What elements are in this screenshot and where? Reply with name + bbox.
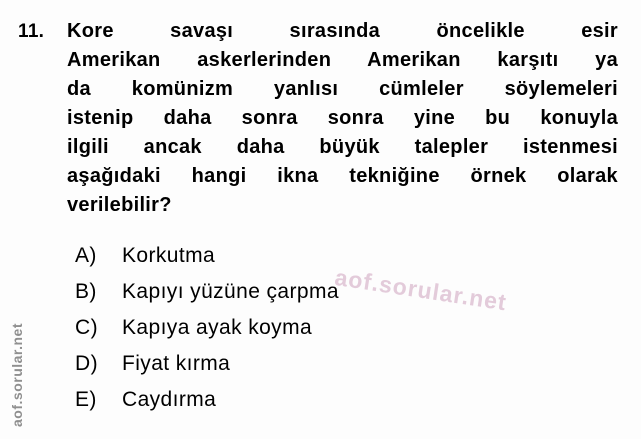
option-e-letter: E)	[75, 388, 97, 411]
question-text-line: Amerikan askerlerinden Amerikan karşıtı ya	[67, 49, 618, 71]
option-b-letter: B)	[75, 280, 97, 303]
option-d-letter: D)	[75, 352, 98, 375]
option-e-text: Caydırma	[122, 388, 217, 411]
option-e	[75, 382, 555, 418]
question-text-line: verilebilir?	[67, 194, 172, 216]
question-text-line: ilgili ancak daha büyük talepler istenmesi	[67, 136, 618, 158]
question-text	[67, 17, 618, 220]
watermark-vertical: aof.sorular.net	[9, 323, 25, 427]
question-text-line: aşağıdaki hangi ikna tekniğine örnek olarak	[67, 165, 618, 187]
option-c	[75, 310, 555, 346]
option-d	[75, 346, 555, 382]
option-a-text: Korkutma	[122, 244, 216, 267]
option-c-letter: C)	[75, 316, 98, 339]
option-b	[75, 274, 555, 310]
question-text-line: da komünizm yanlısı cümleler söylemeleri	[67, 78, 618, 100]
option-a-letter: A)	[75, 244, 97, 267]
option-c-text: Kapıya ayak koyma	[122, 316, 313, 339]
watermark-diagonal: aof.sorular.net	[333, 264, 509, 316]
question-text-line: Kore savaşı sırasında öncelikle esir	[67, 20, 618, 42]
question-number: 11.	[18, 21, 45, 42]
options-list	[75, 238, 555, 418]
question-text-line: istenip daha sonra sonra yine bu konuyla	[67, 107, 618, 129]
option-b-text: Kapıyı yüzüne çarpma	[122, 280, 339, 303]
option-d-text: Fiyat kırma	[122, 352, 231, 375]
option-a	[75, 238, 555, 274]
